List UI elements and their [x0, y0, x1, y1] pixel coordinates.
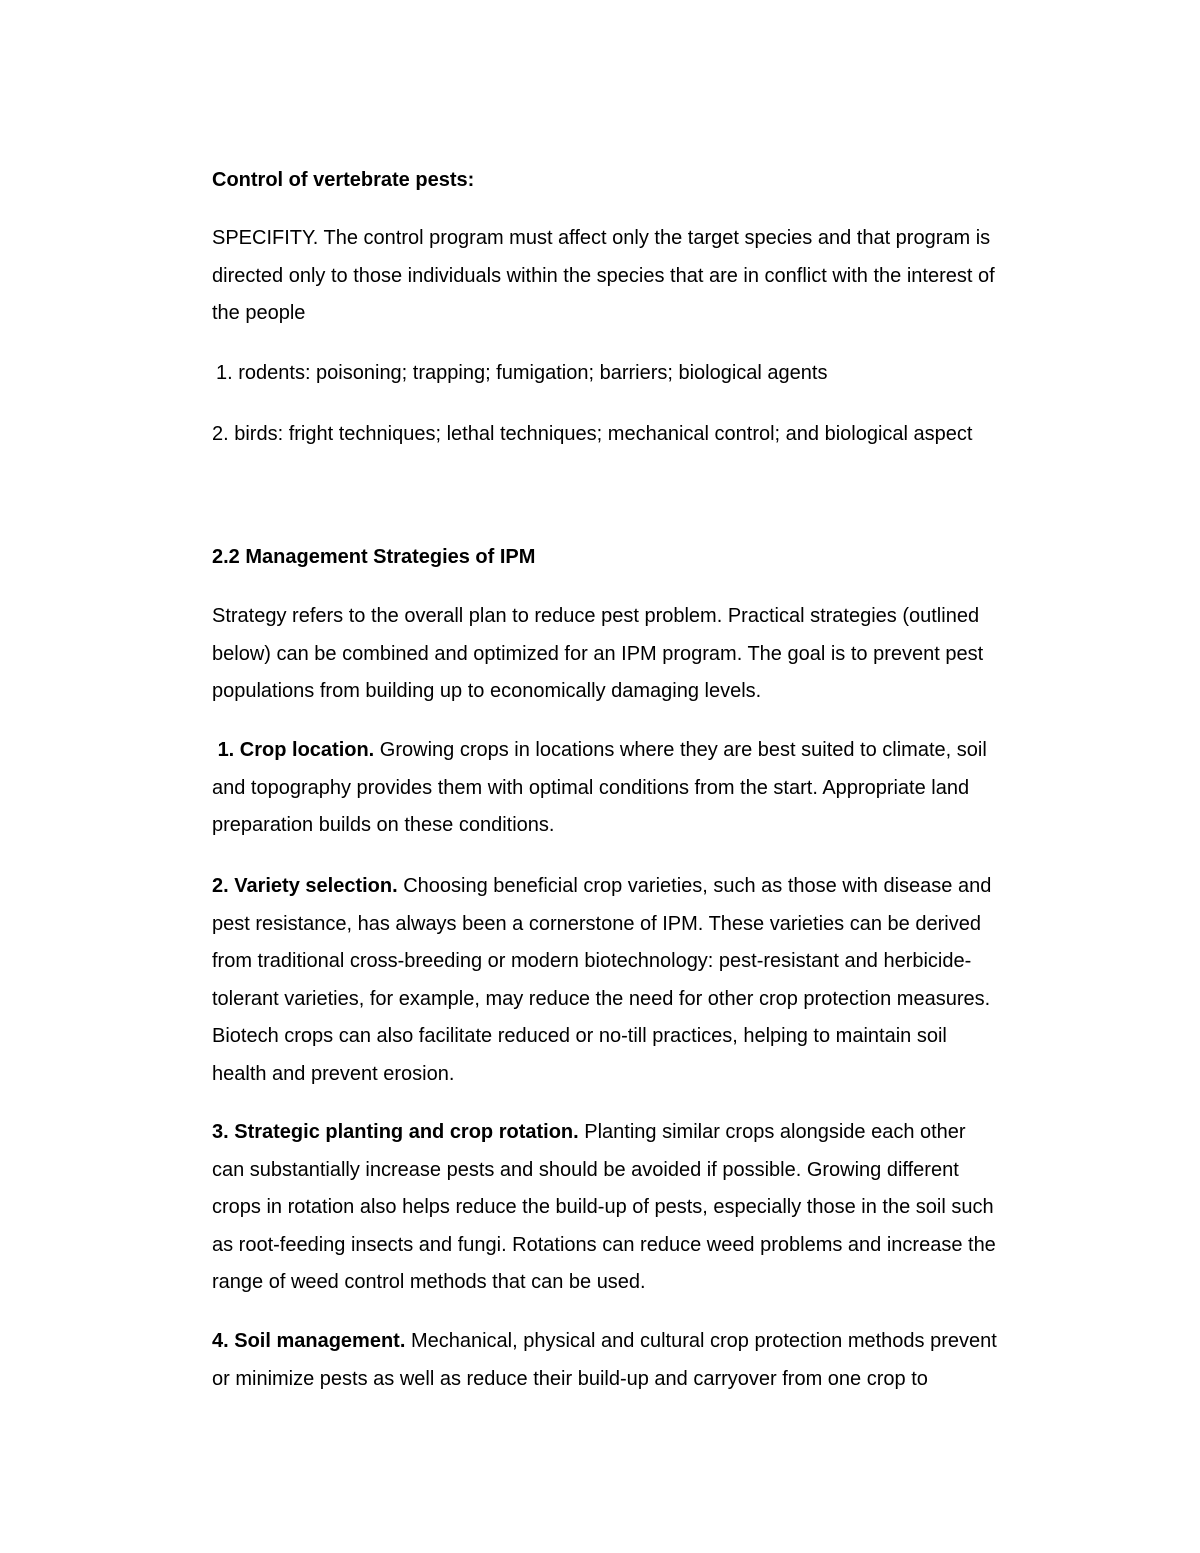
paragraph-line: from traditional cross-breeding or modern biotechnology: pest-resistant and herbicide-	[212, 950, 972, 972]
paragraph-line: tolerant varieties, for example, may reduce the need for other crop protection measures.	[212, 987, 991, 1010]
paragraph-line: SPECIFITY. The control program must affect only the target species and that program is	[212, 227, 991, 249]
strategy-planting-rotation	[212, 1114, 1072, 1302]
paragraph-line: range of weed control methods that can be used.	[212, 1271, 646, 1293]
paragraph-line: directed only to those individuals within the species that are in conflict with the interest of	[212, 264, 995, 287]
paragraph-line	[212, 1323, 1072, 1361]
paragraph-line: and topography provides them with optimal conditions from the start. Appropriate land	[212, 776, 970, 799]
strategy-soil-management	[212, 1323, 1072, 1398]
strategy-text: Choosing beneficial crop varieties, such as those with disease and	[397, 875, 992, 897]
paragraph-line: as root-feeding insects and fungi. Rotations can reduce weed problems and increase the	[212, 1233, 996, 1256]
list-item-rodents: 1. rodents: poisoning; trapping; fumigation; barriers; biological agents	[216, 362, 828, 384]
paragraph-line: health and prevent erosion.	[212, 1062, 455, 1085]
paragraph-line: can substantially increase pests and should be avoided if possible. Growing different	[212, 1158, 959, 1181]
paragraph-line	[212, 868, 1072, 906]
section-heading-vertebrate-pests: Control of vertebrate pests:	[212, 169, 475, 191]
strategy-text: Planting similar crops alongside each other	[578, 1121, 966, 1143]
strategy-title: 4. Soil management.	[212, 1330, 406, 1352]
paragraph-line: below) can be combined and optimized for an IPM program. The goal is to prevent pest	[212, 642, 984, 665]
paragraph-line: pest resistance, has always been a cornerstone of IPM. These varieties can be derived	[212, 912, 981, 935]
strategy-title: 1. Crop location.	[217, 739, 375, 761]
strategy-title: 2. Variety selection.	[212, 875, 398, 897]
specifity-paragraph	[212, 220, 1072, 333]
list-item-birds: 2. birds: fright techniques; lethal techniques; mechanical control; and biological aspect	[212, 423, 973, 445]
paragraph-line: populations from building up to economically damaging levels.	[212, 680, 762, 702]
strategy-text: Growing crops in locations where they are best suited to climate, soil	[374, 739, 987, 761]
paragraph-line: the people	[212, 302, 306, 324]
strategy-title: 3. Strategic planting and crop rotation.	[212, 1121, 579, 1143]
paragraph-line	[212, 1114, 1072, 1152]
paragraph-line: preparation builds on these conditions.	[212, 814, 555, 836]
paragraph-line: Strategy refers to the overall plan to reduce pest problem. Practical strategies (outlined	[212, 605, 980, 627]
strategy-text: Mechanical, physical and cultural crop protection methods prevent	[405, 1330, 997, 1352]
strategy-variety-selection	[212, 868, 1072, 1093]
paragraph-line: or minimize pests as well as reduce their build-up and carryover from one crop to	[212, 1367, 928, 1390]
paragraph-line: Biotech crops can also facilitate reduced or no-till practices, helping to maintain soil	[212, 1025, 947, 1047]
section-heading-management-strategies: 2.2 Management Strategies of IPM	[212, 546, 536, 568]
strategy-intro-paragraph	[212, 598, 1072, 711]
paragraph-line	[212, 732, 1072, 770]
strategy-crop-location	[212, 732, 1072, 845]
paragraph-line: crops in rotation also helps reduce the build-up of pests, especially those in the soil such	[212, 1196, 994, 1218]
